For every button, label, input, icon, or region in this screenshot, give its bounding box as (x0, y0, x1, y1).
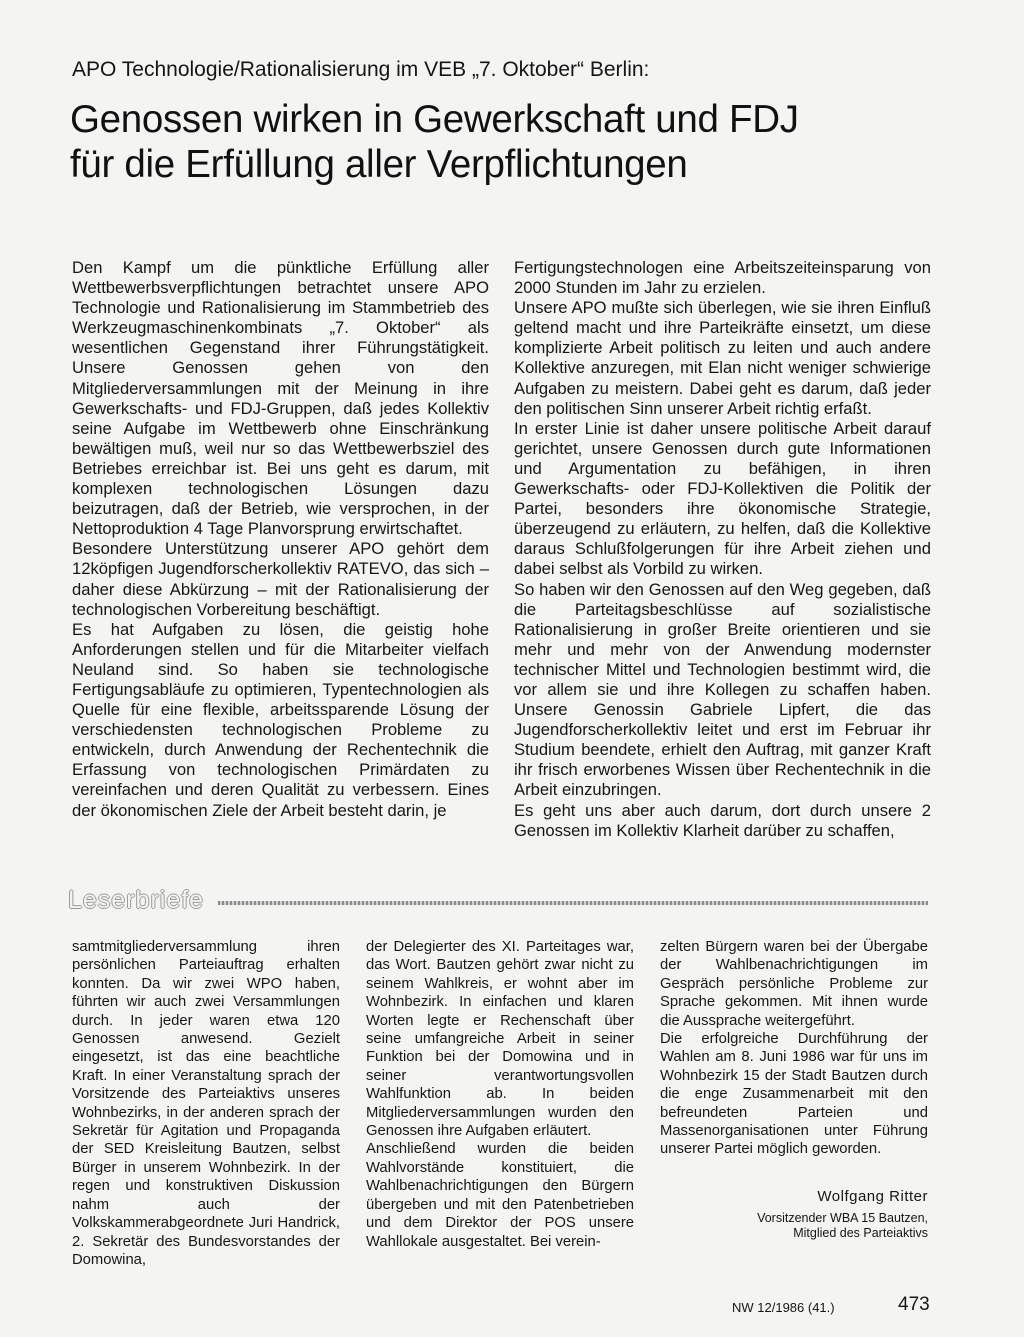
signature-role (757, 1211, 928, 1241)
section-label: Leserbriefe (68, 886, 205, 914)
article-paragraph: In erster Linie ist daher unsere politische Arbeit darauf gerichtet, unsere Genossen durch gute Informationen und Argumentation zu befähigen, in ihren Gewerkschafts- oder FDJ-Kollektiven die Politik der Partei, besonders ihre ökonomische Strategie, überzeugend zu erläutern, zu helfen, daß die Kollektive daraus Schlußfolgerungen für ihre Arbeit ziehen und dabei selbst als Vorbild zu wirken. (514, 418, 931, 579)
headline (70, 97, 990, 187)
letter-paragraph: der Delegierter des XI. Parteitages war, das Wort. Bautzen gehört zwar nicht zu seinem Wahlkreis, er wohnt aber im Wohnbezirk. In einfachen und klaren Worten legte er Rechenschaft über seine umfangreiche Arbeit in seiner Funktion bei der Domowina und in seiner verantwortungsvollen Wahlfunktion ab. In beiden Mitgliederversammlungen wurden den Genossen ihre Aufgaben erläutert. (366, 939, 634, 1140)
section-rule (218, 901, 928, 905)
letter-column-1 (72, 938, 340, 1269)
issue-reference: NW 12/1986 (41.) (732, 1300, 835, 1315)
section-header (68, 884, 928, 918)
headline-line-1: Genossen wirken in Gewerkschaft und FDJ (70, 98, 799, 141)
article-paragraph: Unsere APO mußte sich überlegen, wie sie ihren Einfluß geltend macht und ihre Parteikräfte einsetzt, um diese komplizierte Arbeit politisch zu leiten und auch andere Kollektive anzuregen, mit Elan nicht weniger schwierige Aufgaben zu meistern. Dabei geht es darum, daß jeder den politischen Sinn unserer Arbeit richtig erfaßt. (514, 298, 931, 418)
article-paragraph: Den Kampf um die pünktliche Erfüllung aller Wettbewerbsverpflichtungen betrachtet unsere APO Technologie und Rationalisierung im Stammbetrieb des Werkzeugmaschinenkombinats „7. Oktober“ als wesentlichen Gegenstand ihrer Führungstätigkeit. Unsere Genossen gehen von den Mitgliederversammlungen mit der Meinung in ihre Gewerkschafts- und FDJ-Gruppen, daß jedes Kollektiv seine Aufgabe im Wettbewerb ohne Einschränkung bewältigen muß, weil nur so das Wettbewerbsziel des Betriebes erreichbar ist. Bei uns geht es darum, mit komplexen technologischen Lösungen dazu beizutragen, daß der Betrieb, wie versprochen, in der Nettoproduktion 4 Tage Planvorsprung erwirtschaftet. (72, 258, 489, 539)
article-column-left (72, 258, 489, 821)
kicker-line: APO Technologie/Rationalisierung im VEB „7. Oktober“ Berlin: (72, 58, 650, 81)
article-paragraph: Es hat Aufgaben zu lösen, die geistig hohe Anforderungen stellen und für die Mitarbeiter vielfach Neuland sind. So haben sie technologische Fertigungsabläufe zu optimieren, Typentechnologien als Quelle für eine flexible, arbeitssparende Lösung der verschiedensten technologischen Probleme zu entwickeln, durch Anwendung der Rechentechnik die Erfassung von technologischen Primärdaten zu vereinfachen und deren Qualität zu verbessern. Eines der ökonomischen Ziele der Arbeit besteht darin, je (72, 619, 489, 820)
article-column-right (514, 258, 931, 841)
letter-paragraph: Die erfolgreiche Durchführung der Wahlen am 8. Juni 1986 war für uns im Wohnbezirk 15 der Stadt Bautzen durch die enge Zusammenarbeit mit den befreundeten Parteien und Massenorganisationen unter Führung unserer Partei möglich geworden. (660, 1031, 928, 1158)
article-paragraph: Besondere Unterstützung unserer APO gehört dem 12köpfigen Jugendforscherkollektiv RATEVO, das sich – daher diese Abkürzung – mit der Rationalisierung der technologischen Vorbereitung beschäftigt. (72, 539, 489, 619)
letter-signature (757, 1187, 928, 1241)
signature-role-line-1: Vorsitzender WBA 15 Bautzen, (757, 1211, 928, 1225)
signature-role-line-2: Mitglied des Parteiaktivs (793, 1226, 928, 1240)
article-paragraph: Fertigungstechnologen eine Arbeitszeiteinsparung von 2000 Stunden im Jahr zu erzielen. (514, 258, 931, 298)
page-number: 473 (898, 1294, 930, 1315)
letter-column-3 (660, 938, 928, 1159)
article-paragraph: So haben wir den Genossen auf den Weg gegeben, daß die Parteitagsbeschlüsse auf sozialistische Rationalisierung in großer Breite orientieren und sie mehr und mehr von der Anwendung modernster technischer Mittel und Technologien bestimmt wird, die vor allem sie und ihre Kollegen zu schaffen haben. Unsere Genossin Gabriele Lipfert, die das Jugendforscherkollektiv leitet und erst im Februar ihr Studium beendete, erhielt den Auftrag, mit ganzer Kraft ihr frisch erworbenes Wissen über Rechentechnik in die Arbeit einzubringen. (514, 579, 931, 800)
article-paragraph: Es geht uns aber auch darum, dort durch unsere 2 Genossen im Kollektiv Klarheit darüber zu schaffen, (514, 800, 931, 840)
letter-paragraph: samtmitgliederversammlung ihren persönlichen Parteiauftrag erhalten konnten. Da wir zwei WPO haben, führten wir auch zwei Versammlungen durch. In jeder waren etwa 120 Genossen anwesend. Gezielt eingesetzt, ist das eine beachtliche Kraft. In einer Veranstaltung sprach der Vorsitzende des Parteiaktivs unseres Wohnbezirks, in der anderen sprach der Sekretär für Agitation und Propaganda der SED Kreisleitung Bautzen, selbst Bürger in unserem Wohnbezirk. In der regen und konstruktiven Diskussion nahm auch der Volkskammerabgeordnete Juri Handrick, 2. Sekretär des Bundesvorstandes der Domowina, (72, 939, 340, 1268)
headline-line-2: für die Erfüllung aller Verpflichtungen (70, 143, 688, 186)
letter-paragraph: Anschließend wurden die beiden Wahlvorstände konstituiert, die Wahlbenachrichtigungen den Bürgern übergeben und mit den Patenbetrieben und dem Direktor der POS unsere Wahllokale ausgestaltet. Bei verein- (366, 1141, 634, 1250)
letter-paragraph: zelten Bürgern waren bei der Übergabe der Wahlbenachrichtigungen im Gespräch persönliche Probleme zur Sprache gekommen. Mit ihnen wurde die Aussprache weitergeführt. (660, 939, 928, 1029)
letter-column-2 (366, 938, 634, 1251)
signature-name: Wolfgang Ritter (817, 1188, 928, 1205)
